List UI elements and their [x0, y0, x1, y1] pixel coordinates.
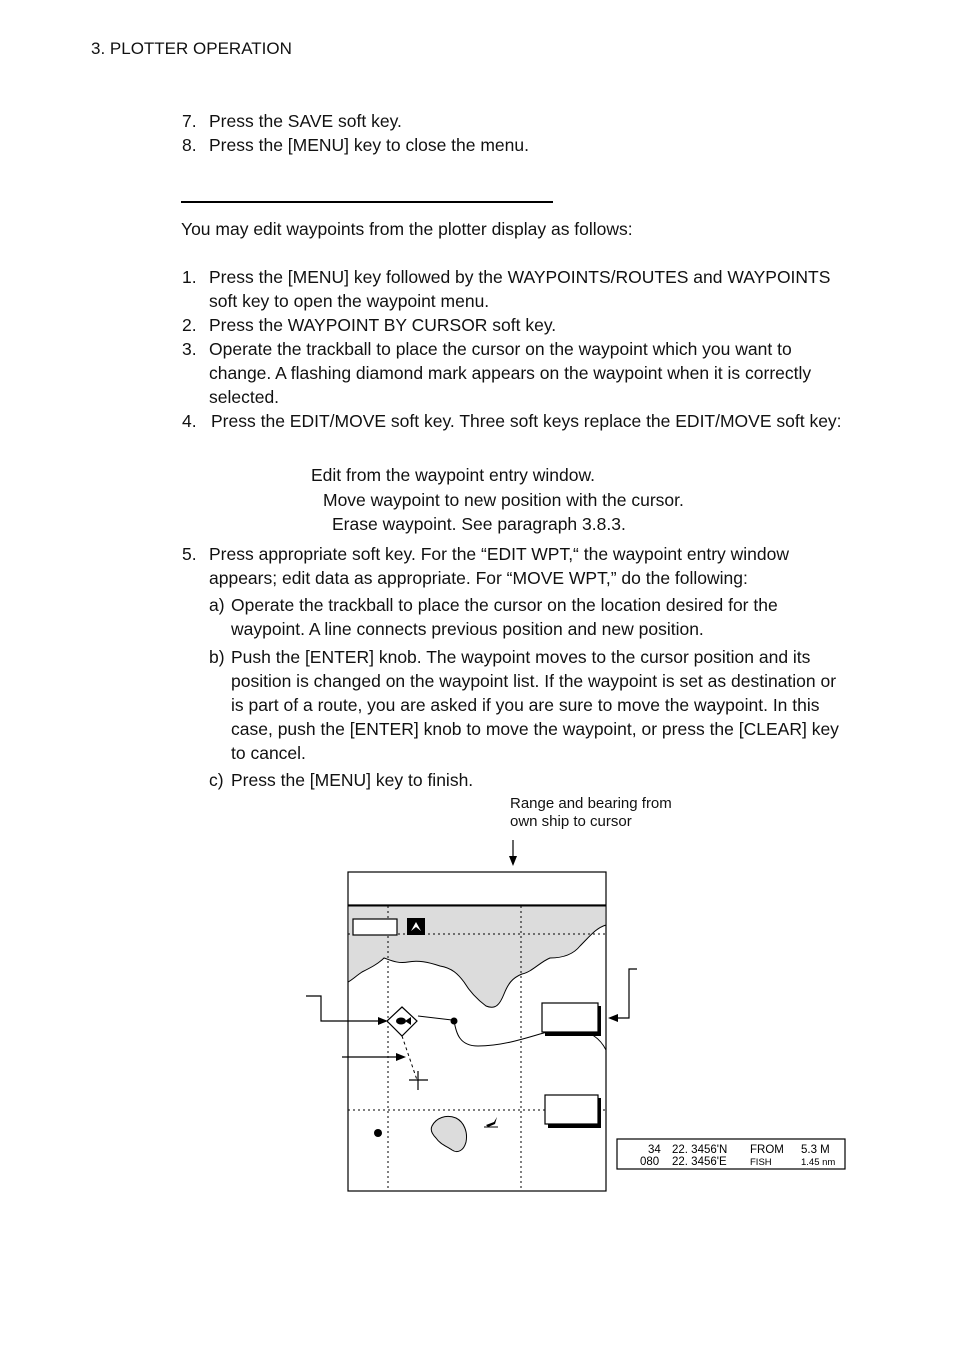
softkey-erase-desc: Erase waypoint. See paragraph 3.8.3.: [332, 514, 626, 534]
step-text: Press appropriate soft key. For the “EDIT WPT,“ the waypoint entry window appears; edit data as appropriate. For “MOVE WPT,” do the following:: [209, 544, 789, 588]
callout-arrow-down: [509, 840, 517, 866]
step-text: Press the EDIT/MOVE soft key. Three soft keys replace the EDIT/MOVE soft key:: [211, 411, 842, 431]
substep-text: Press the [MENU] key to finish.: [231, 770, 474, 790]
step-number: 5.: [182, 544, 197, 564]
waypoint-name: FISH: [750, 1157, 772, 1168]
step-text: Press the SAVE soft key.: [209, 111, 402, 131]
callout-line-1: Range and bearing from: [510, 795, 672, 812]
step-number: 4.: [182, 411, 197, 431]
section-header: 3. PLOTTER OPERATION: [91, 39, 292, 58]
step-text: Press the [MENU] key followed by the WAYPOINTS/ROUTES and WAYPOINTS soft key to open the waypoint menu.: [209, 267, 831, 311]
waypoint-dot: [451, 1018, 458, 1025]
intro-text: You may edit waypoints from the plotter display as follows:: [181, 219, 633, 239]
substep-label: a): [209, 595, 225, 615]
substep-label: c): [209, 770, 224, 790]
softkey-box-upper: [542, 1003, 601, 1036]
lon-degrees: 080: [640, 1156, 660, 1168]
step-number: 2.: [182, 315, 197, 335]
range-value: 5.3 M: [801, 1144, 830, 1156]
from-label: FROM: [750, 1144, 784, 1156]
mode-box: [353, 919, 397, 935]
callout-line-2: own ship to cursor: [510, 813, 632, 830]
callout-arrow-softkey: [608, 969, 637, 1022]
step-number: 3.: [182, 339, 197, 359]
step-text: Operate the trackball to place the cursor on the waypoint which you want to change. A flashing diamond mark appears on the waypoint when it is correctly selected.: [209, 339, 812, 407]
softkey-box-lower: [545, 1095, 601, 1128]
lat-degrees: 34: [648, 1144, 661, 1156]
softkey-edit-desc: Edit from the waypoint entry window.: [311, 465, 596, 485]
step-text: Press the [MENU] key to close the menu.: [209, 135, 529, 155]
lon-minutes: 22. 3456'E: [672, 1156, 727, 1168]
distance-value: 1.45 nm: [801, 1157, 836, 1168]
step-text: Press the WAYPOINT BY CURSOR soft key.: [209, 315, 557, 335]
substep-text: Push the [ENTER] knob. The waypoint moves to the cursor position and its position is changed on the waypoint list. If the waypoint is set as destination or is part of a route, you are asked if you are sure to move the waypoint. In this case, push the [ENTER] knob to move the waypoint, or press the [CLEAR] key to cancel.: [231, 647, 839, 763]
own-ship-dot: [374, 1129, 382, 1137]
softkey-move-desc: Move waypoint to new position with the cursor.: [323, 490, 684, 510]
compass-icon: [407, 918, 425, 935]
lat-minutes: 22. 3456'N: [672, 1144, 728, 1156]
step-number: 7.: [182, 111, 197, 131]
substep-label: b): [209, 647, 225, 667]
substep-text: Operate the trackball to place the cursor on the location desired for the waypoint. A line connects previous position and new position.: [231, 595, 778, 639]
step-number: 8.: [182, 135, 197, 155]
step-number: 1.: [182, 267, 197, 287]
